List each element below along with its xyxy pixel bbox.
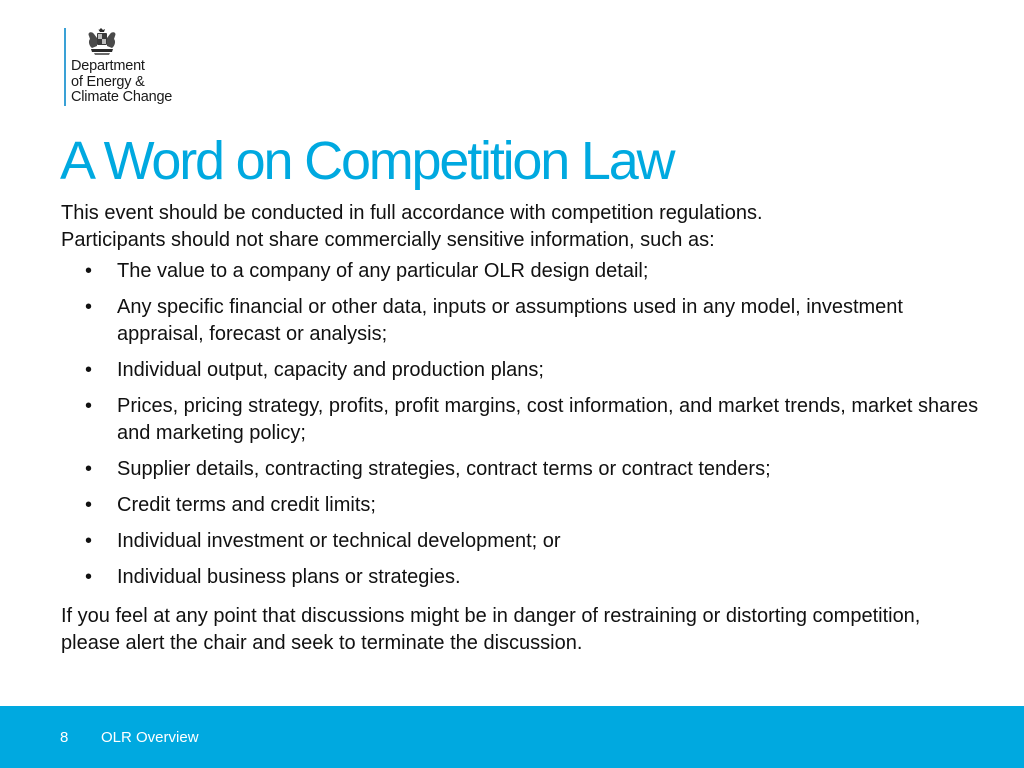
page-number: 8 (60, 729, 69, 746)
bullet-item: • Individual investment or technical development; or (61, 528, 981, 555)
bullet-item: • The value to a company of any particular OLR design detail; (61, 258, 981, 285)
logo-line-1: Department (71, 58, 145, 74)
intro-line-2: Participants should not share commercially sensitive information, such as: (61, 229, 715, 251)
logo-line-3: Climate Change (71, 89, 173, 105)
slide-title: A Word on Competition Law (60, 131, 674, 191)
slide-body (61, 200, 981, 657)
bullet-item: • Individual business plans or strategies. (61, 564, 981, 591)
department-logo (64, 28, 172, 106)
bullet-list (61, 258, 981, 591)
department-name (71, 59, 172, 106)
bullet-item: • Prices, pricing strategy, profits, profit margins, cost information, and market trends, market shares and marketing policy; (61, 393, 981, 447)
bullet-item: • Supplier details, contracting strategies, contract terms or contract tenders; (61, 456, 981, 483)
bullet-item: • Credit terms and credit limits; (61, 492, 981, 519)
intro-line-1: This event should be conducted in full accordance with competition regulations. (61, 202, 763, 224)
footer-label: OLR Overview (101, 729, 199, 746)
closing-paragraph: If you feel at any point that discussions might be in danger of restraining or distorting competition, please alert the chair and seek to terminate the discussion. (61, 605, 921, 654)
royal-crest-icon (85, 28, 119, 56)
logo-divider (64, 28, 66, 106)
bullet-item: • Any specific financial or other data, inputs or assumptions used in any model, investment appraisal, forecast or analysis; (61, 294, 981, 348)
bullet-item: • Individual output, capacity and production plans; (61, 357, 981, 384)
logo-line-2: of Energy & (71, 73, 145, 90)
footer-bar (0, 706, 1024, 768)
